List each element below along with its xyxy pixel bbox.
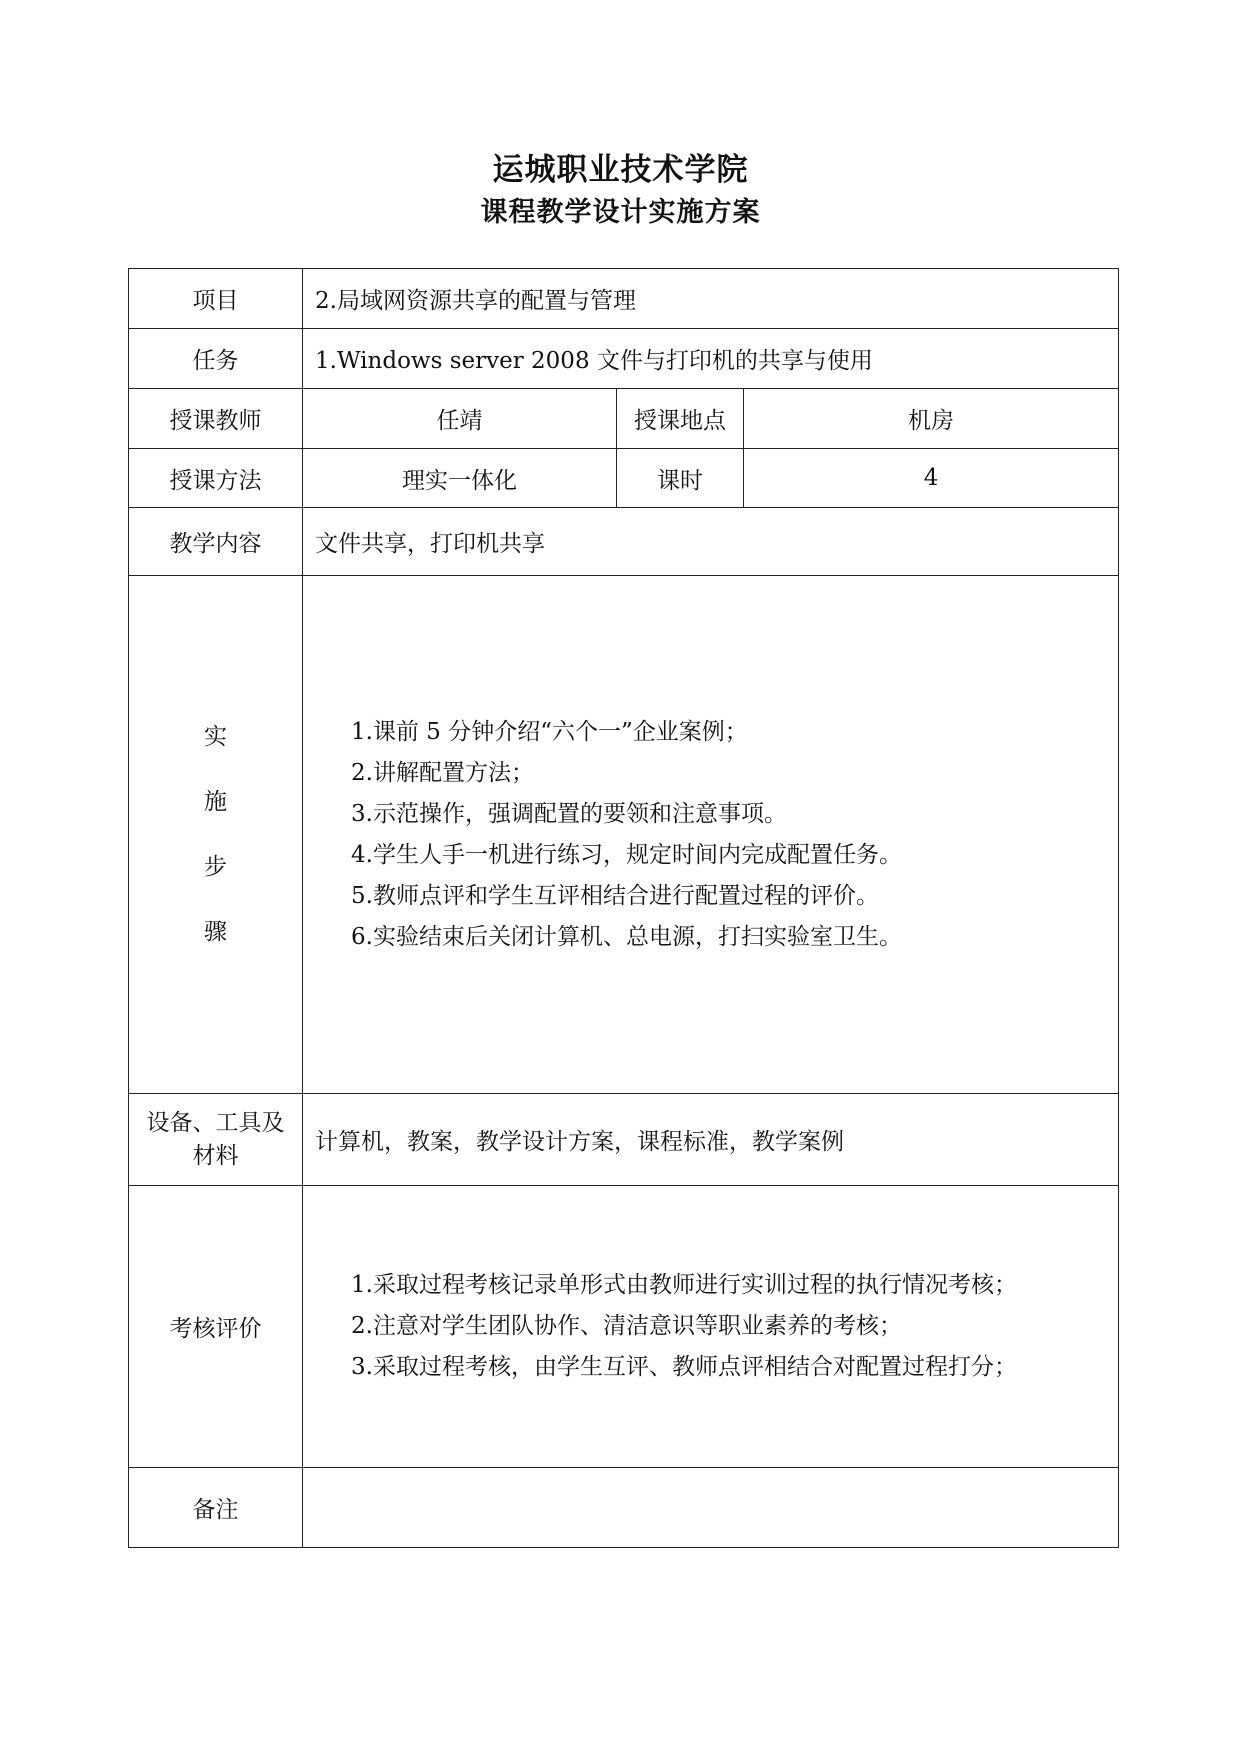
equipment-label	[129, 1094, 303, 1186]
project-value: 2.局域网资源共享的配置与管理	[303, 269, 1119, 329]
row-method-hours	[129, 449, 1119, 508]
step-item: 6.实验结束后关闭计算机、总电源，打扫实验室卫生。	[351, 923, 902, 950]
hours-value: 4	[744, 449, 1119, 508]
row-equipment	[129, 1094, 1119, 1186]
step-item: 1.课前 5 分钟介绍“六个一”企业案例；	[351, 718, 748, 745]
school-title: 运城职业技术学院	[492, 152, 749, 188]
method-value: 理实一体化	[303, 449, 617, 508]
row-remarks	[129, 1468, 1119, 1548]
assessment-label: 考核评价	[129, 1186, 303, 1468]
equipment-value: 计算机，教案，教学设计方案，课程标准，教学案例	[303, 1094, 1119, 1186]
location-label: 授课地点	[617, 389, 744, 449]
assessment-item: 3.采取过程考核，由学生互评、教师点评相结合对配置过程打分；	[351, 1354, 1017, 1380]
location-value: 机房	[744, 389, 1119, 449]
task-label: 任务	[129, 329, 303, 389]
row-project	[129, 269, 1119, 329]
task-value: 1.Windows server 2008 文件与打印机的共享与使用	[303, 329, 1119, 389]
remarks-label: 备注	[129, 1468, 303, 1548]
steps-label-char: 步	[204, 853, 227, 880]
step-item: 3.示范操作，强调配置的要领和注意事项。	[351, 800, 787, 827]
document-header	[0, 150, 1241, 233]
row-teacher-location	[129, 389, 1119, 449]
plan-title: 课程教学设计实施方案	[480, 197, 761, 228]
steps-list	[303, 576, 1119, 1094]
assessment-item: 1.采取过程考核记录单形式由教师进行实训过程的执行情况考核；	[351, 1272, 1017, 1298]
steps-label-char: 实	[204, 723, 227, 750]
hours-label: 课时	[617, 449, 744, 508]
content-value: 文件共享，打印机共享	[303, 508, 1119, 576]
assessment-item: 2.注意对学生团队协作、清洁意识等职业素养的考核；	[351, 1313, 902, 1339]
assessment-list	[303, 1186, 1119, 1468]
method-label: 授课方法	[129, 449, 303, 508]
course-plan-table	[128, 268, 1119, 1548]
row-steps	[129, 576, 1119, 1094]
project-label: 项目	[129, 269, 303, 329]
row-content	[129, 508, 1119, 576]
row-assessment	[129, 1186, 1119, 1468]
content-label: 教学内容	[129, 508, 303, 576]
steps-label-char: 施	[204, 788, 227, 815]
teacher-value: 任靖	[303, 389, 617, 449]
equipment-label-line: 设备、工具及	[146, 1109, 285, 1136]
remarks-value	[303, 1468, 1119, 1548]
equipment-label-line: 材料	[192, 1142, 239, 1169]
step-item: 2.讲解配置方法；	[351, 759, 534, 786]
row-task	[129, 329, 1119, 389]
steps-label	[129, 576, 303, 1094]
step-item: 4.学生人手一机进行练习，规定时间内完成配置任务。	[351, 841, 902, 868]
steps-label-char: 骤	[204, 918, 227, 945]
step-item: 5.教师点评和学生互评相结合进行配置过程的评价。	[351, 882, 879, 909]
teacher-label: 授课教师	[129, 389, 303, 449]
